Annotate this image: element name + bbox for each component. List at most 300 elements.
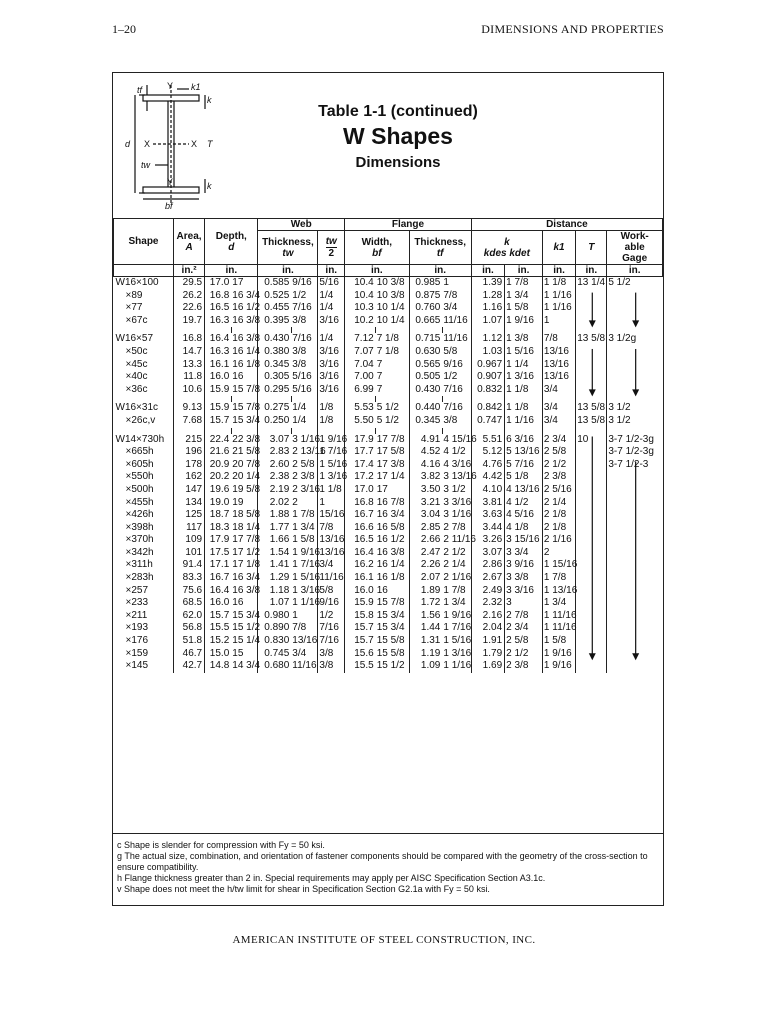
cell-gage (607, 572, 663, 585)
cell-kdes: 3.44 (471, 522, 504, 535)
cell-tf-f: 3/4 (443, 302, 458, 314)
cell-kdes: 1.03 (471, 346, 504, 359)
cell-tf-f: 1 5/16 (443, 635, 472, 647)
cell-tw-f: 1 5/8 (292, 534, 315, 546)
cell-shape: W16×100 (115, 277, 159, 288)
cell-tw-f: 1/2 (292, 289, 307, 301)
cell-d-f: 16 3/8 (232, 584, 261, 596)
cell-tw: 2.38 (258, 471, 291, 484)
cell-kdet: 2 5/8 (505, 635, 543, 648)
cell-tw-f: 3/8 (292, 314, 307, 326)
cell-A: 10.6 (174, 384, 205, 397)
cell-kdet: 1 5/8 (505, 302, 543, 315)
cell-kdet: 1 1/8 (505, 384, 543, 397)
cell-d-f: 16 1/2 (232, 302, 261, 314)
k-symbol: k (504, 236, 510, 248)
unit-bf: in. (345, 265, 409, 277)
cell-bf: 17.4 (345, 459, 376, 472)
cell-d-f: 16 1/8 (232, 358, 261, 370)
cell-tf-f: 4 3/16 (443, 458, 472, 470)
cell-k1: 1 9/16 (542, 660, 575, 673)
table-body (114, 277, 663, 673)
page-number: 1–20 (112, 22, 136, 36)
cell-d: 16.0 (205, 371, 232, 384)
table-row (114, 371, 663, 384)
cell-tw: 0.830 (258, 635, 291, 648)
cell-gage (607, 384, 663, 397)
cell-bf: 15.6 (345, 648, 376, 661)
cell-d: 19.0 (205, 497, 232, 510)
col-shape: Shape (114, 219, 174, 265)
cell-d-f: 15 7/8 (232, 402, 261, 414)
cell-gage (607, 660, 663, 673)
cell-bf: 10.4 (345, 277, 376, 290)
cell-shape: ×89 (125, 289, 143, 301)
table-row (114, 384, 663, 397)
cell-tf: 4.52 (409, 446, 442, 459)
unit-tw2: in. (318, 265, 345, 277)
table-row (114, 484, 663, 497)
cell-kdet: 2 3/8 (505, 660, 543, 673)
cell-d-f: 16 (232, 597, 244, 609)
cell-tf: 0.985 (409, 277, 442, 290)
cell-A: 14.7 (174, 346, 205, 359)
cell-tw2: 1 (318, 497, 345, 510)
cell-bf: 16.0 (345, 585, 376, 598)
cell-kdes: 2.32 (471, 597, 504, 610)
cell-tw: 0.275 (258, 402, 291, 415)
cell-T (576, 547, 607, 560)
cell-A: 7.68 (174, 415, 205, 428)
workable-label: Work- (620, 231, 649, 242)
cell-d-f: 19 (232, 496, 244, 508)
cell-d: 17.9 (205, 534, 232, 547)
cell-d-f: 15 1/4 (232, 635, 261, 647)
table-title: W Shapes (343, 123, 453, 149)
cell-tf-f: 3 1/2 (443, 483, 466, 495)
col-t (576, 231, 607, 265)
cell-kdes: 2.86 (471, 559, 504, 572)
cell-bf: 10.2 (345, 315, 376, 328)
cell-tw: 0.585 (258, 277, 291, 290)
cell-tw-f: 7/16 (292, 302, 312, 314)
cell-gage (607, 371, 663, 384)
cell-d: 16.7 (205, 572, 232, 585)
cell-tw2: 1 1/8 (318, 484, 345, 497)
cell-tw2: 1/8 (318, 402, 345, 415)
label-k1: k1 (191, 82, 201, 92)
tw2-numerator: tw (325, 236, 337, 247)
cell-d: 18.3 (205, 522, 232, 535)
cell-kdet: 3 (505, 597, 543, 610)
cell-bf: 16.2 (345, 559, 376, 572)
cell-d: 17.5 (205, 547, 232, 560)
cell-k1: 1 7/8 (542, 572, 575, 585)
cell-tw: 0.395 (258, 315, 291, 328)
label-d: d (125, 139, 131, 149)
cell-tf: 0.440 (409, 402, 442, 415)
cell-tw2: 1/4 (318, 302, 345, 315)
tf-symbol: tf (436, 247, 444, 259)
cell-bf-f: 10 3/8 (376, 277, 405, 288)
cell-d: 15.7 (205, 415, 232, 428)
cell-tf-f: 7/16 (443, 383, 463, 395)
table-number: Table 1-1 (continued) (318, 103, 478, 120)
cell-k1: 1 1/8 (542, 277, 575, 290)
cell-tw2: 15/16 (319, 509, 345, 521)
cell-tf: 0.715 (409, 333, 442, 346)
cell-T (576, 359, 607, 372)
cell-gage (607, 359, 663, 372)
cell-tw-f: 1/4 (292, 414, 307, 426)
cell-gage: 5 1/2 (607, 277, 663, 290)
cell-tw2: 1/8 (318, 415, 345, 428)
cell-k1: 13/16 (542, 371, 575, 384)
cell-tw-f: 11/16 (292, 660, 317, 672)
cell-d-f: 20 1/4 (232, 471, 261, 483)
cell-T: 13 5/8 (577, 414, 606, 426)
cell-A: 75.6 (174, 585, 205, 598)
cell-k1: 2 1/8 (542, 509, 575, 522)
cell-bf: 16.6 (345, 522, 376, 535)
footnote-v: v Shape does not meet the h/tw limit for shear in Specification Section G2.1a with Fy = 50 ksi. (117, 884, 490, 894)
cell-gage (607, 648, 663, 661)
cell-bf: 7.07 (345, 346, 376, 359)
cell-bf-f: 15 5/8 (376, 635, 405, 647)
cell-k1: 13/16 (542, 346, 575, 359)
cell-k1: 1 11/16 (543, 609, 577, 621)
cell-tw: 3.07 (258, 434, 291, 447)
cell-tw: 1.77 (258, 522, 291, 535)
cell-tf: 4.91 (409, 434, 442, 447)
cell-A: 9.13 (174, 402, 205, 415)
dimensions-table (113, 218, 663, 673)
cell-kdet: 1 1/8 (505, 402, 543, 415)
cell-kdet: 1 5/16 (505, 346, 543, 359)
able-label: able (624, 242, 645, 253)
footnotes (113, 833, 663, 895)
cell-bf-f: 16 3/4 (376, 509, 405, 521)
cell-tw: 1.66 (258, 534, 291, 547)
cell-tw: 0.680 (258, 660, 291, 673)
table-row (114, 559, 663, 572)
cell-shape: ×283h (125, 572, 154, 584)
cell-tf-f: 2 1/16 (443, 572, 472, 584)
cell-tw-f: 9/16 (292, 277, 312, 288)
cell-bf: 17.9 (345, 434, 376, 447)
cell-kdes: 1.07 (471, 315, 504, 328)
cell-tf: 0.565 (409, 359, 442, 372)
cell-d: 21.6 (205, 446, 232, 459)
cell-tw-f: 1 3/4 (292, 521, 315, 533)
cell-A: 56.8 (174, 622, 205, 635)
cell-tw2: 1 7/16 (319, 446, 348, 458)
cell-k1: 1 5/8 (542, 635, 575, 648)
running-head (112, 22, 664, 40)
cell-d: 15.0 (205, 648, 232, 661)
cell-bf-f: 7 (376, 358, 383, 370)
cell-A: 101 (174, 547, 205, 560)
cell-shape: ×500h (125, 483, 154, 495)
cell-d-f: 15 3/4 (232, 609, 261, 621)
group-flange: Flange (345, 219, 472, 231)
cell-tf-f: 1 7/8 (443, 584, 466, 596)
cell-tf: 2.07 (409, 572, 442, 585)
cell-tf: 2.47 (409, 547, 442, 560)
cell-A: 196 (174, 446, 205, 459)
tw-symbol: tw (282, 247, 294, 259)
cell-tw2: 3/16 (318, 315, 345, 328)
cell-gage: 3 1/2g (607, 333, 663, 346)
cell-kdet: 4 5/16 (505, 509, 543, 522)
cell-d-f: 16 3/4 (232, 289, 261, 301)
cell-tf-f: 2 7/8 (443, 521, 466, 533)
cell-gage (607, 315, 663, 328)
table-row (114, 346, 663, 359)
cell-kdet: 6 3/16 (505, 434, 543, 447)
cell-kdet: 3 3/8 (505, 572, 543, 585)
cell-bf-f: 7 1/8 (376, 333, 399, 345)
table-row (114, 471, 663, 484)
cell-tw: 2.02 (258, 497, 291, 510)
cell-bf: 5.50 (345, 415, 376, 428)
table-row (114, 434, 663, 447)
cell-bf-f: 15 3/4 (376, 622, 405, 634)
cell-T (576, 610, 607, 623)
cell-d-f: 22 3/8 (232, 433, 261, 445)
cell-d: 19.6 (205, 484, 232, 497)
cell-bf-f: 16 1/2 (376, 534, 405, 546)
cell-d-f: 14 3/4 (232, 660, 261, 672)
cell-d-f: 17 (232, 277, 244, 288)
cell-d-f: 18 1/4 (232, 521, 261, 533)
width-label: Width, (361, 236, 393, 248)
cell-T (576, 459, 607, 472)
unit-tw: in. (258, 265, 318, 277)
cell-shape: ×159 (125, 647, 149, 659)
cell-tf-f: 3 3/16 (443, 496, 472, 508)
cell-T (576, 622, 607, 635)
cell-d: 17.0 (205, 277, 232, 290)
cell-gage (607, 302, 663, 315)
cell-tf: 0.665 (409, 315, 442, 328)
table-row (114, 648, 663, 661)
cell-kdet: 4 1/8 (505, 522, 543, 535)
cell-kdet: 2 3/4 (505, 622, 543, 635)
cell-shape: W16×31c (115, 402, 159, 414)
cell-shape: ×455h (125, 496, 154, 508)
cell-gage (607, 497, 663, 510)
cell-tw2: 3/16 (318, 384, 345, 397)
cell-d: 16.8 (205, 290, 232, 303)
cell-tw2: 5/16 (318, 277, 345, 290)
cell-k1: 3/4 (542, 384, 575, 397)
cell-bf-f: 7 (376, 383, 383, 395)
cell-T (576, 484, 607, 497)
table-row (114, 277, 663, 290)
cell-T (576, 534, 607, 547)
depth-label: Depth, (215, 230, 247, 242)
table-row (114, 597, 663, 610)
cell-T (576, 597, 607, 610)
cell-tw-f: 7/16 (292, 333, 312, 345)
cell-kdes: 2.67 (471, 572, 504, 585)
cell-tw-f: 1 1/16 (292, 597, 321, 609)
cell-tw-f: 2 3/16 (292, 483, 321, 495)
col-area (174, 219, 205, 265)
cell-kdet: 2 1/2 (505, 648, 543, 661)
cell-gage (607, 471, 663, 484)
unit-k1: in. (542, 265, 575, 277)
cell-kdet: 4 1/2 (505, 497, 543, 510)
cell-bf-f: 17 (376, 483, 388, 495)
cell-shape: ×193 (125, 622, 149, 634)
cell-shape: ×370h (125, 534, 154, 546)
cell-A: 29.5 (174, 277, 205, 290)
cell-gage: 3 1/2 (607, 402, 663, 415)
cell-tw2: 1/4 (318, 290, 345, 303)
cell-gage (607, 559, 663, 572)
cell-d: 16.3 (205, 346, 232, 359)
cell-bf: 17.2 (345, 471, 376, 484)
cell-d-f: 17 1/2 (232, 546, 261, 558)
cell-bf: 16.7 (345, 509, 376, 522)
table-row (114, 359, 663, 372)
cell-A: 178 (174, 459, 205, 472)
cell-kdes: 1.39 (471, 277, 504, 290)
cell-A: 62.0 (174, 610, 205, 623)
cell-A: 68.5 (174, 597, 205, 610)
cell-A: 147 (174, 484, 205, 497)
cell-tf: 2.66 (409, 534, 442, 547)
cell-gage (607, 622, 663, 635)
cell-tw-f: 2 5/8 (292, 458, 315, 470)
cell-k1: 3/4 (542, 402, 575, 415)
cell-d: 20.2 (205, 471, 232, 484)
cell-bf: 15.9 (345, 597, 376, 610)
cell-T (576, 509, 607, 522)
cell-tw: 0.380 (258, 346, 291, 359)
cell-tw: 0.525 (258, 290, 291, 303)
k1-symbol: k1 (553, 242, 565, 253)
cell-kdet: 1 3/16 (505, 371, 543, 384)
cell-shape: ×36c (125, 383, 148, 395)
cell-tf: 3.04 (409, 509, 442, 522)
cell-tw2: 7/16 (318, 635, 345, 648)
cell-tw2: 3/16 (318, 371, 345, 384)
cell-bf: 5.53 (345, 402, 376, 415)
cell-tf: 0.875 (409, 290, 442, 303)
cell-d-f: 17 7/8 (232, 534, 261, 546)
cell-shape: ×426h (125, 509, 154, 521)
cell-bf-f: 17 3/8 (376, 458, 405, 470)
cell-tf-f: 1 3/4 (443, 597, 466, 609)
cell-bf: 7.00 (345, 371, 376, 384)
cell-bf-f: 17 1/4 (376, 471, 405, 483)
cell-kdet: 2 7/8 (505, 610, 543, 623)
cell-k1: 2 5/8 (542, 446, 575, 459)
group-distance: Distance (471, 219, 662, 231)
cell-A: 11.8 (174, 371, 205, 384)
cell-tf: 3.21 (409, 497, 442, 510)
cell-k1: 1 11/16 (543, 622, 577, 634)
cell-shape: ×77 (125, 302, 143, 314)
cell-tw: 2.83 (258, 446, 291, 459)
cell-tf-f: 1 7/16 (443, 622, 472, 634)
cell-tf: 1.44 (409, 622, 442, 635)
cell-tf: 1.56 (409, 610, 442, 623)
cell-gage: 3-7 1/2-3g (607, 446, 663, 459)
kdes-label: kdes (483, 247, 507, 259)
cell-shape: ×665h (125, 446, 154, 458)
cell-A: 125 (174, 509, 205, 522)
cell-kdet: 3 15/16 (505, 534, 543, 547)
cell-d-f: 15 (232, 647, 244, 659)
cell-kdes: 1.12 (471, 333, 504, 346)
cell-bf-f: 5 1/2 (376, 402, 399, 414)
cell-kdet: 5 7/16 (505, 459, 543, 472)
cell-d-f: 15 7/8 (232, 383, 261, 395)
cell-bf: 15.8 (345, 610, 376, 623)
kdet-label: kdet (509, 247, 530, 259)
cell-T (576, 497, 607, 510)
cell-bf-f: 16 (376, 584, 388, 596)
cell-gage (607, 585, 663, 598)
cell-gage (607, 290, 663, 303)
cell-bf: 6.99 (345, 384, 376, 397)
cell-T (576, 371, 607, 384)
col-k1 (542, 231, 575, 265)
cell-bf: 16.1 (345, 572, 376, 585)
unit-kdet: in. (505, 265, 543, 277)
cell-bf-f: 15 7/8 (376, 597, 405, 609)
cell-shape: ×26c,v (125, 414, 156, 426)
cell-kdes: 0.967 (471, 359, 504, 372)
table-row (114, 459, 663, 472)
cell-T (576, 635, 607, 648)
cell-T: 10 (576, 434, 607, 447)
cell-tf-f: 1 (443, 277, 449, 288)
cell-T (576, 446, 607, 459)
cell-tw-f: 1 (292, 609, 298, 621)
cell-A: 134 (174, 497, 205, 510)
cell-gage: 3-7 1/2-3g (607, 434, 663, 447)
label-x-right: X (191, 139, 198, 149)
cell-tf: 4.16 (409, 459, 442, 472)
cell-tw-f: 13/16 (292, 635, 318, 647)
cell-kdet: 1 1/16 (505, 415, 543, 428)
cell-tf-f: 11/16 (443, 333, 468, 345)
cell-tw-f: 1 3/16 (292, 584, 321, 596)
col-flange-thickness (409, 231, 471, 265)
cell-k1: 7/8 (542, 333, 575, 346)
cell-bf-f: 15 1/2 (376, 660, 405, 672)
cell-d-f: 16 3/4 (232, 572, 261, 584)
label-bf: bf (165, 201, 173, 211)
col-web-thickness (258, 231, 318, 265)
cell-tw2: 3/16 (318, 346, 345, 359)
footnote-h: h Flange thickness greater than 2 in. Special requirements may apply per AISC Specification Section A3.1c. (117, 873, 546, 883)
cell-d: 16.4 (205, 333, 232, 346)
cell-A: 91.4 (174, 559, 205, 572)
cell-bf-f: 16 7/8 (376, 496, 405, 508)
cell-d: 16.1 (205, 359, 232, 372)
cell-tw-f: 3/8 (292, 345, 307, 357)
cell-tf-f: 1/2 (443, 371, 458, 383)
table-row (114, 402, 663, 415)
cell-d: 15.9 (205, 402, 232, 415)
cell-d-f: 21 5/8 (232, 446, 261, 458)
